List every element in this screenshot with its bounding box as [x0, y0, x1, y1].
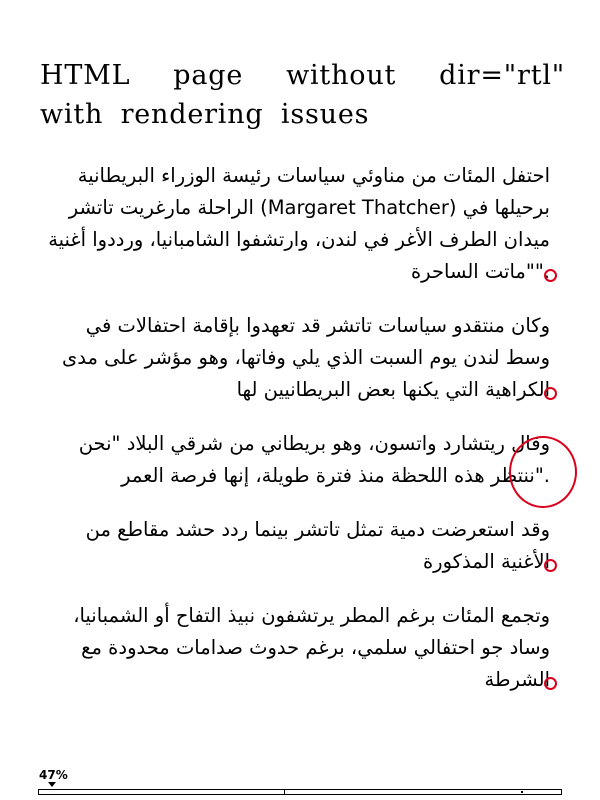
paragraph-text: وقال ريتشارد واتسون، وهو بريطاني من شرقي البلاد "نحن ننتظر هذه اللحظة منذ فترة طويلة، إنها فرصة العمر".: [78, 432, 550, 487]
paragraph-3: [40, 428, 550, 492]
page-title: HTML page without dir="rtl" with rendering issues: [40, 60, 565, 130]
paragraph-2: [40, 310, 550, 406]
paragraph-4: [40, 514, 550, 578]
progress-tick: [521, 791, 523, 793]
paragraph-text: وقد استعرضت دمية تمثل تاتشر بينما ردد حشد مقاطع من الأغنية المذكورة: [85, 518, 550, 573]
paragraph-1: [40, 160, 550, 288]
paragraph-text: احتفل المئات من مناوئي سياسات رئيسة الوزراء البريطانية الراحلة مارغريت تاتشر (Margaret Thatcher) برحيلها في ميدان الطرف الأغر في لندن، وارتشفوا الشامبانيا، ورددوا أغنية "ماتت الساحرة".: [48, 164, 550, 283]
reading-progress-bar[interactable]: [38, 789, 562, 795]
article-body: [40, 160, 550, 718]
progress-caret-icon: [48, 782, 56, 787]
progress-label: 47%: [39, 768, 68, 782]
progress-fill: [39, 790, 285, 794]
paragraph-text: وتجمع المئات برغم المطر يرتشفون نبيذ التفاح أو الشمبانيا، وساد جو احتفالي سلمي، برغم حدوث صدامات محدودة مع الشرطة: [73, 604, 550, 691]
paragraph-5: [40, 600, 550, 696]
paragraph-text: وكان منتقدو سياسات تاتشر قد تعهدوا بإقامة احتفالات في وسط لندن يوم السبت الذي يلي وفاتها، وهو مؤشر على مدى الكراهية التي يكنها بعض البريطانيين لها: [62, 314, 550, 401]
